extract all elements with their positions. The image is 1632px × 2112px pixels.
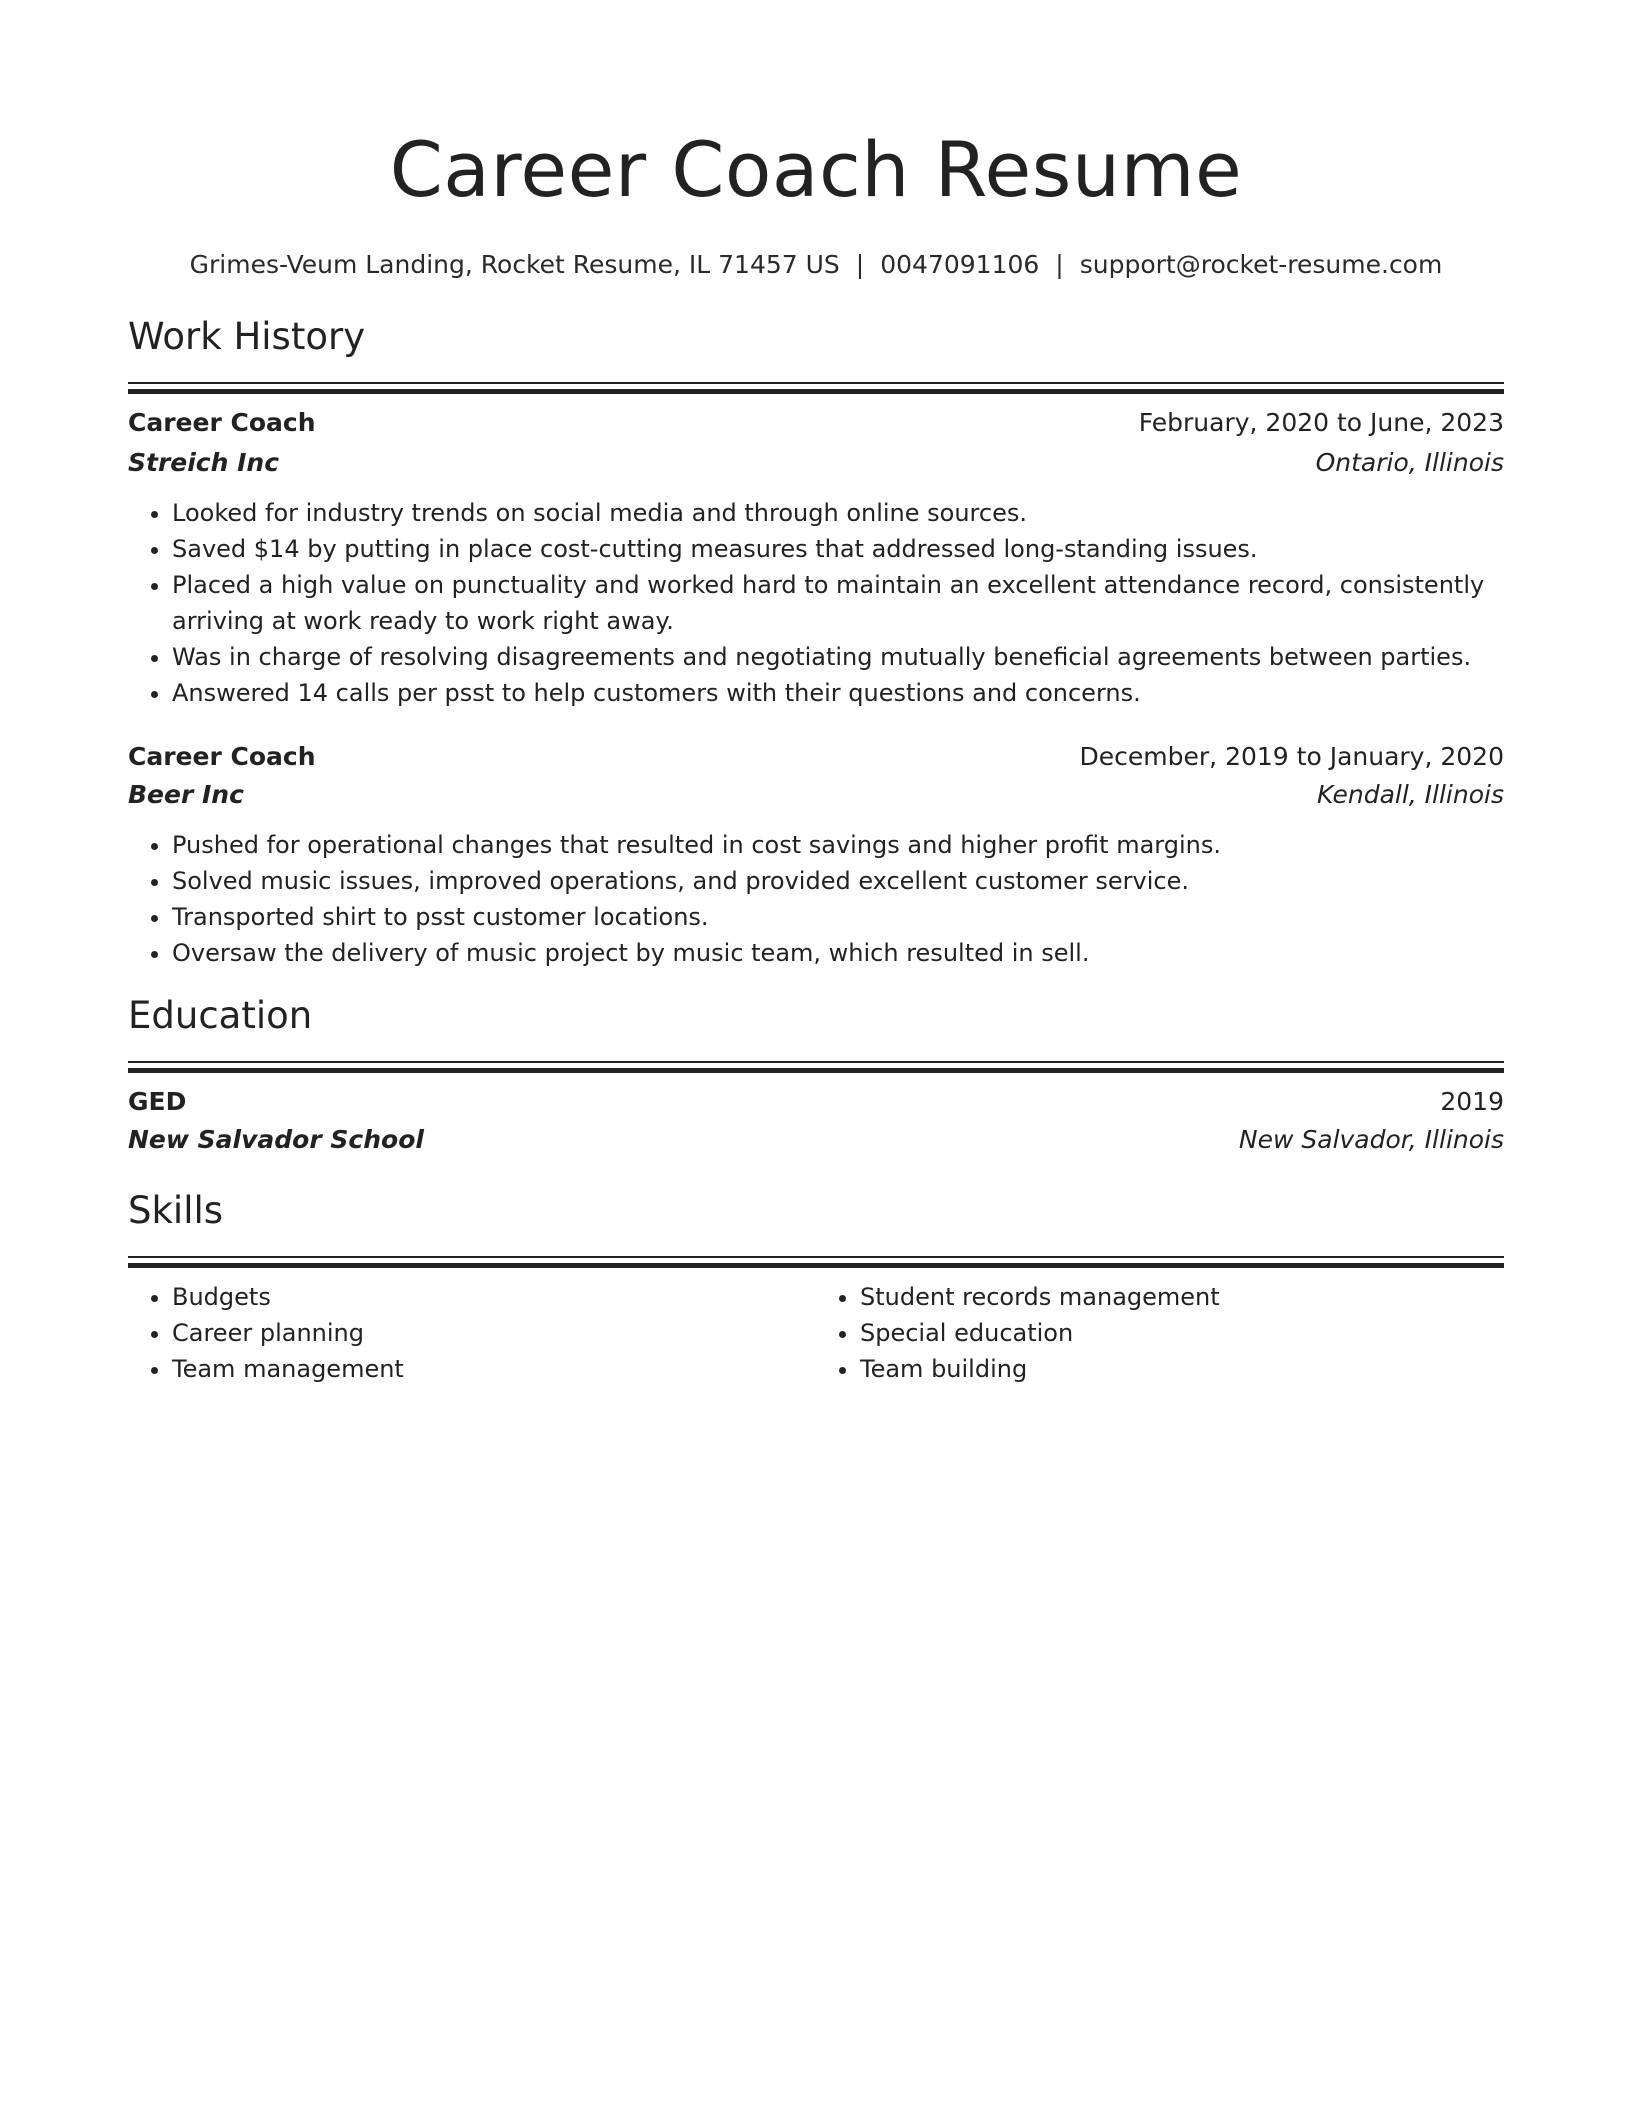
skill-item: • Budgets [172, 1279, 816, 1315]
contact-phone: 0047091106 [880, 250, 1040, 279]
skill-item: • Special education [860, 1315, 1504, 1351]
skill-item: • Career planning [172, 1315, 816, 1351]
job-bullet: • Placed a high value on punctuality and worked hard to maintain an excellent attendance record, consistently arriving at work ready to work right away. [172, 567, 1504, 639]
education-school: New Salvador School [128, 1125, 424, 1154]
job-dates: December, 2019 to January, 2020 [1079, 742, 1504, 771]
education-year: 2019 [1440, 1087, 1504, 1116]
skill-item: • Team management [172, 1351, 816, 1387]
job-header-row [128, 405, 1504, 441]
job-company-row [128, 777, 1504, 813]
education-degree: GED [128, 1087, 187, 1116]
education-entry [128, 1084, 1504, 1158]
job-bullet: • Transported shirt to psst customer locations. [172, 899, 1504, 935]
contact-separator: | [1055, 250, 1064, 279]
skill-item: • Team building [860, 1351, 1504, 1387]
job-entry [128, 739, 1504, 971]
education-location: New Salvador, Illinois [1238, 1125, 1504, 1154]
skills-column-right [816, 1279, 1504, 1387]
section-divider [128, 1256, 1504, 1267]
job-location: Ontario, Illinois [1315, 448, 1504, 477]
job-bullets [128, 827, 1504, 971]
contact-address: Grimes-Veum Landing, Rocket Resume, IL 71457 US [189, 250, 840, 279]
education-header-row [128, 1084, 1504, 1120]
job-bullet: • Answered 14 calls per psst to help customers with their questions and concerns. [172, 675, 1504, 711]
job-location: Kendall, Illinois [1316, 780, 1504, 809]
section-divider [128, 1061, 1504, 1072]
job-bullet: • Pushed for operational changes that resulted in cost savings and higher profit margins. [172, 827, 1504, 863]
section-heading-education: Education [128, 994, 313, 1037]
job-bullets [128, 495, 1504, 711]
job-header-row [128, 739, 1504, 775]
job-dates: February, 2020 to June, 2023 [1138, 408, 1504, 437]
job-bullet: • Solved music issues, improved operations, and provided excellent customer service. [172, 863, 1504, 899]
skills-list-right [816, 1279, 1504, 1387]
contact-email: support@rocket-resume.com [1079, 250, 1443, 279]
job-bullet: • Oversaw the delivery of music project by music team, which resulted in sell. [172, 935, 1504, 971]
job-company-row [128, 445, 1504, 481]
job-title: Career Coach [128, 408, 316, 437]
skills-column-left [128, 1279, 816, 1387]
job-company: Streich Inc [128, 448, 280, 477]
contact-separator: | [855, 250, 865, 279]
contact-line [128, 248, 1504, 282]
job-company: Beer Inc [128, 780, 244, 809]
section-divider [128, 382, 1504, 393]
section-heading-work-history: Work History [128, 315, 366, 358]
skill-item: • Student records management [860, 1279, 1504, 1315]
education-school-row [128, 1122, 1504, 1158]
skills-list-left [128, 1279, 816, 1387]
job-bullet: • Looked for industry trends on social media and through online sources. [172, 495, 1504, 531]
skills-grid [128, 1279, 1504, 1387]
job-bullet: • Saved $14 by putting in place cost-cutting measures that addressed long-standing issues. [172, 531, 1504, 567]
job-title: Career Coach [128, 742, 316, 771]
skills-section [128, 1186, 1504, 1387]
section-heading-skills: Skills [128, 1189, 224, 1232]
education-section [128, 991, 1504, 1158]
resume-title: Career Coach Resume [389, 125, 1243, 214]
job-bullet: • Was in charge of resolving disagreements and negotiating mutually beneficial agreements between parties. [172, 639, 1504, 675]
job-entry [128, 405, 1504, 711]
work-history-section [128, 312, 1504, 971]
